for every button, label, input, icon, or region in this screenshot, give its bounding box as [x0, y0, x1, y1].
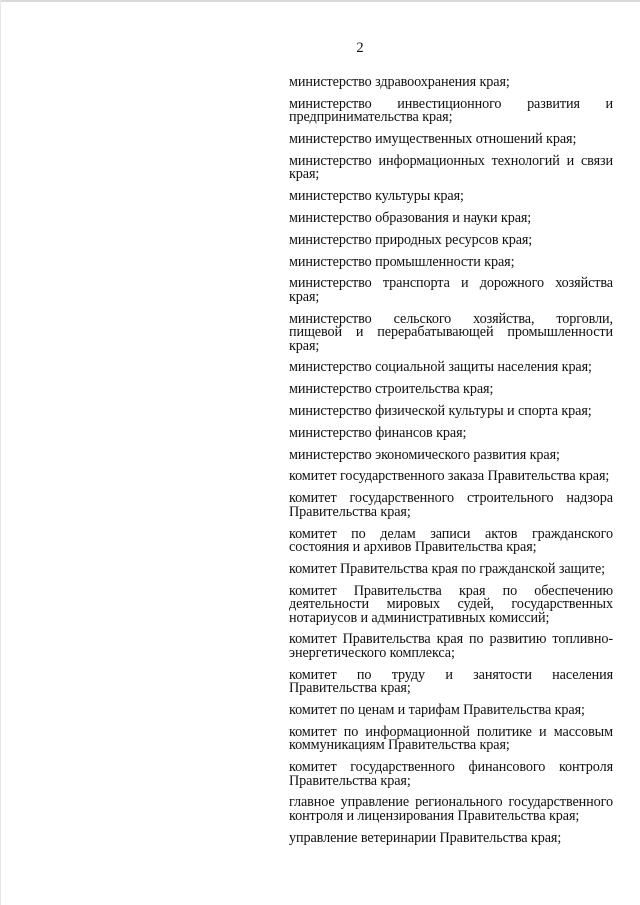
list-item: комитет государственного финансового контроля Правительства края;: [289, 759, 613, 789]
list-item: министерство социальной защиты населения края;: [289, 359, 592, 376]
document-body: [289, 76, 613, 854]
list-item: комитет Правительства края по обеспечению деятельности мировых судей, государственных нотариусов и административных комиссий;: [289, 582, 613, 626]
scan-edge-left: [0, 0, 1, 905]
list-item: министерство сельского хозяйства, торговли, пищевой и перерабатывающей промышленности края;: [289, 310, 613, 354]
list-item: комитет по информационной политике и массовым коммуникациям Правительства края;: [289, 723, 613, 754]
list-item: министерство инвестиционного развития и предпринимательства края;: [289, 95, 613, 126]
list-item: главное управление регионального государственного контроля и лицензирования Правительства края;: [289, 794, 613, 824]
page-number: 2: [356, 40, 364, 56]
list-item: министерство здравоохранения края;: [289, 74, 510, 90]
list-item: комитет Правительства края по развитию топливно-энергетического комплекса;: [289, 631, 613, 661]
list-item: комитет по труду и занятости населения Правительства края;: [289, 666, 613, 697]
list-item: министерство образования и науки края;: [289, 209, 532, 226]
list-item: министерство культуры края;: [289, 188, 464, 205]
list-item: министерство физической культуры и спорта края;: [289, 403, 592, 420]
list-item: министерство информационных технологий и связи края;: [289, 152, 613, 183]
scan-edge-top: [0, 0, 640, 2]
list-item: управление ветеринарии Правительства края;: [289, 829, 562, 846]
list-item: министерство природных ресурсов края;: [289, 231, 533, 248]
list-item: министерство имущественных отношений края;: [289, 131, 577, 148]
list-item: комитет Правительства края по гражданской защите;: [289, 560, 606, 577]
list-item: комитет по делам записи актов гражданского состояния и архивов Правительства края;: [289, 525, 613, 556]
list-item: комитет государственного строительного надзора Правительства края;: [289, 490, 613, 520]
list-item: министерство промышленности края;: [289, 253, 515, 270]
list-item: министерство экономического развития края;: [289, 446, 560, 463]
list-item: комитет по ценам и тарифам Правительства края;: [289, 702, 585, 719]
list-item: комитет государственного заказа Правительства края;: [289, 468, 610, 485]
list-item: министерство строительства края;: [289, 381, 494, 398]
list-item: министерство финансов края;: [289, 424, 467, 441]
list-item: министерство транспорта и дорожного хозяйства края;: [289, 275, 613, 305]
